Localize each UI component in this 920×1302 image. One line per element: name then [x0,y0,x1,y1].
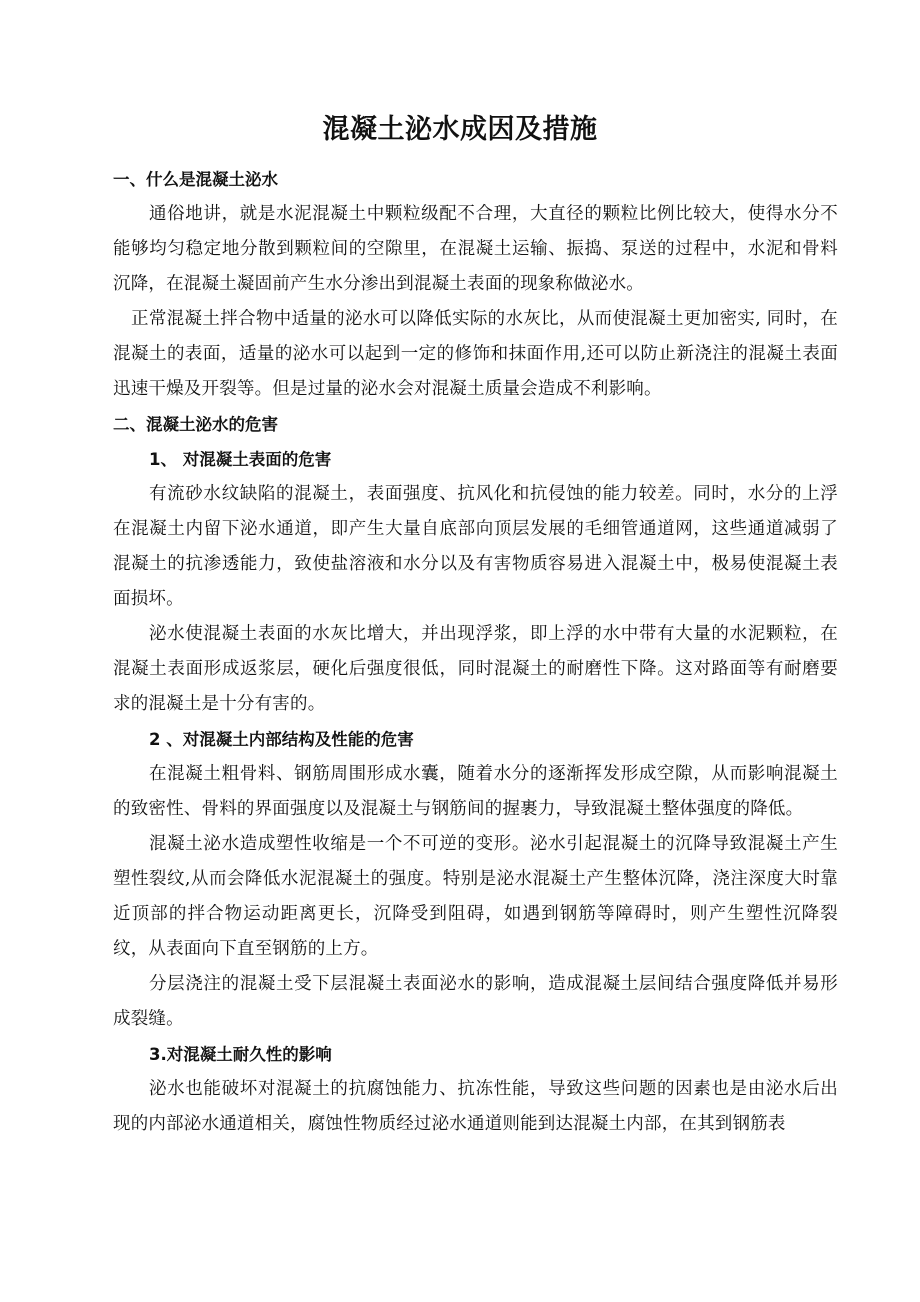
subsection-heading-durability: 3.对混凝土耐久性的影响 [149,1045,332,1064]
paragraph-surface-hazard-1: 有流砂水纹缺陷的混凝土，表面强度、抗风化和抗侵蚀的能力较差。同时，水分的上浮在混凝土内留下泌水通道，即产生大量自底部向顶层发展的毛细管通道网，这些通道减弱了混凝土的抗渗透能力，致使盐溶液和水分以及有害物质容易进入混凝土中，极易使混凝土表面损坏。 [113,484,838,609]
paragraph-definition: 通俗地讲，就是水泥混凝土中颗粒级配不合理，大直径的颗粒比例比较大，使得水分不能够均匀稳定地分散到颗粒间的空隙里，在混凝土运输、振捣、泵送的过程中，水泥和骨料沉降，在混凝土凝固前产生水分渗出到混凝土表面的现象称做泌水。 [113,204,838,294]
subsection-heading-surface-hazard: 1、 对混凝土表面的危害 [149,450,332,469]
paragraph-durability-1: 泌水也能破坏对混凝土的抗腐蚀能力、抗冻性能，导致这些问题的因素也是由泌水后出现的内部泌水通道相关，腐蚀性物质经过泌水通道则能到达混凝土内部，在其到钢筋表 [113,1079,838,1134]
paragraph-normal-bleeding: 正常混凝土拌合物中适量的泌水可以降低实际的水灰比，从而使混凝土更加密实, 同时，在混凝土的表面，适量的泌水可以起到一定的修饰和抹面作用,还可以防止新浇注的混凝土表面迅速干燥及开裂等。但是过量的泌水会对混凝土质量会造成不利影响。 [113,309,838,399]
document-title: 混凝土泌水成因及措施 [322,114,598,145]
section-heading-hazards: 二、混凝土泌水的危害 [113,415,278,434]
document-body [113,162,838,1142]
subsection-heading-internal-structure: 2 、对混凝土内部结构及性能的危害 [149,730,414,749]
paragraph-surface-hazard-2: 泌水使混凝土表面的水灰比增大，并出现浮浆，即上浮的水中带有大量的水泥颗粒，在混凝土表面形成返浆层，硬化后强度很低，同时混凝土的耐磨性下降。这对路面等有耐磨要求的混凝土是十分有害的。 [113,624,838,714]
paragraph-internal-structure-2: 混凝土泌水造成塑性收缩是一个不可逆的变形。泌水引起混凝土的沉降导致混凝土产生塑性裂纹,从而会降低水泥混凝土的强度。特别是泌水混凝土产生整体沉降，浇注深度大时靠近顶部的拌合物运动距离更长，沉降受到阻碍，如遇到钢筋等障碍时，则产生塑性沉降裂纹，从表面向下直至钢筋的上方。 [113,834,838,959]
section-heading-what-is-bleeding: 一、什么是混凝土泌水 [113,170,278,189]
paragraph-internal-structure-1: 在混凝土粗骨料、钢筋周围形成水囊，随着水分的逐渐挥发形成空隙，从而影响混凝土的致密性、骨料的界面强度以及混凝土与钢筋间的握裹力，导致混凝土整体强度的降低。 [113,764,838,819]
paragraph-internal-structure-3: 分层浇注的混凝土受下层混凝土表面泌水的影响，造成混凝土层间结合强度降低并易形成裂缝。 [113,974,838,1029]
